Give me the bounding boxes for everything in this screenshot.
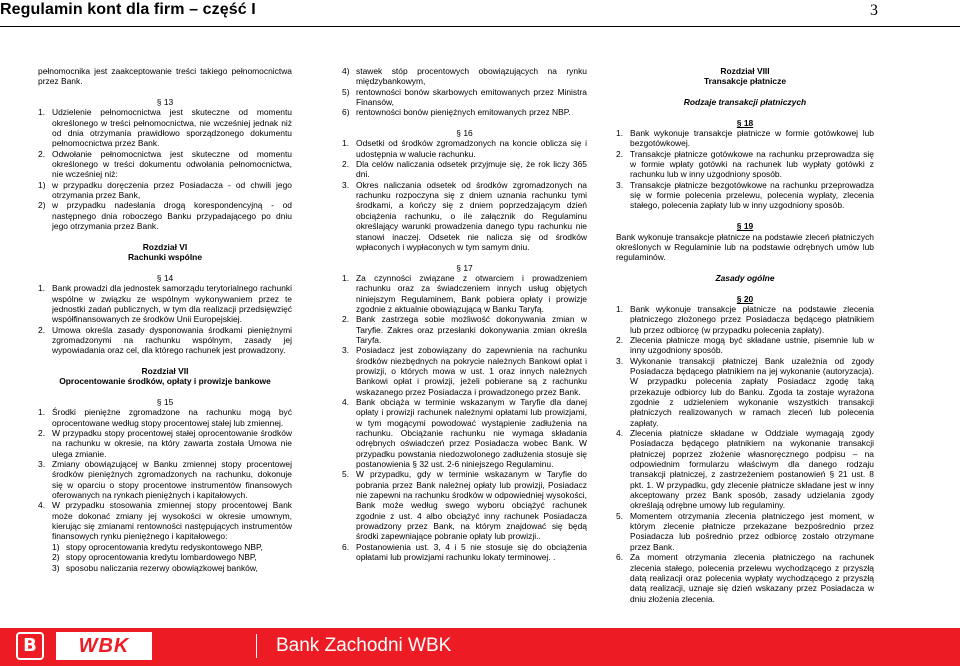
- list-item: 6. Za moment otrzymania zlecenia płatniczego na rachunek zlecenia stałego, polecenia przelewu wychodzącego z przyszłą datą realizacji oraz polecenia wypłaty wychodzącego z przyszłą datą realizacji, uznaje się dzień wskazany przez Posiadacza w dniu złożenia zlecenia.: [616, 552, 874, 604]
- brand-footer: [0, 628, 960, 666]
- list-item: 3. Zmiany obowiązującej w Banku zmiennej stopy procentowej środków pieniężnych zgromadzonych na rachunku, dokonuje się w oparciu o stopy procentowe instrumentów finansowych oferowanych na rynkach pieniężnych i kapitałowych.: [38, 459, 292, 501]
- chapter-8-number: Rozdział VIII: [720, 66, 770, 76]
- section-20-heading: § 20: [736, 293, 754, 304]
- list-item: 2) w przypadku nadesłania drogą korespondencyjną - od następnego dnia roboczego Banku przypadającego po dniu jego otrzymania przez Bank.: [38, 200, 292, 232]
- list-item: 2. Umowa określa zasady dysponowania środkami pieniężnymi zgromadzonymi na rachunku wspólnym, zasady jej wypowiadania oraz cel, dla którego rachunek jest prowadzony.: [38, 324, 292, 356]
- list-item: 2. W przypadku stopy procentowej stałej oprocentowanie środków na rachunku w okresie, na który zawarta została Umowa nie ulega zmianie.: [38, 428, 292, 459]
- document-title: Regulamin kont dla firm – część I: [0, 1, 256, 18]
- section-13-heading: § 13: [156, 97, 174, 108]
- section-15-heading: § 15: [156, 397, 174, 407]
- section-19-heading: § 19: [736, 221, 754, 232]
- text-column-2: [342, 66, 587, 563]
- list-item: 2. Transakcje płatnicze gotówkowe na rachunku przeprowadza się w formie wpłaty gotówki na rachunek lub wypłaty gotówki z rachunku lub w inny uzgodniony sposób.: [616, 148, 874, 180]
- wbk-wordmark: WBK: [56, 632, 152, 660]
- list-item: 5. W przypadku, gdy w terminie wskazanym w Taryfie do pobrania przez Bank należnej opłaty lub prowizji, Posiadacz nie zapewni na rachunku środków w odpowiedniej wysokości, Bank może według swego wyboru obciążyć rachunek zgodnie z ust. 4 albo obciążyć inny rachunek Posiadacza prowadzony przez Bank, na którym znajdować się będą środki zapewniające pobranie opłaty lub prowizji..: [342, 469, 587, 542]
- list-item: 5. Momentem otrzymania zlecenia płatniczego jest moment, w którym zlecenie płatnicze przekazane bezpośrednio przez Posiadacza lub pośrednio przez odbiorcę zostało otrzymane przez Bank.: [616, 510, 874, 552]
- brand-name: Bank Zachodni WBK: [276, 635, 452, 656]
- chapter-8-title: Transakcje płatnicze: [703, 76, 787, 87]
- paragraph: Bank wykonuje transakcje płatnicze na podstawie zleceń płatniczych określonych w Regulaminie lub na podstawie odrębnych umów lub regulaminów.: [616, 231, 874, 263]
- section-16-heading: § 16: [456, 128, 473, 139]
- list-item: 2. Zlecenia płatnicze mogą być składane ustnie, pisemnie lub w inny uzgodniony sposób.: [616, 334, 874, 356]
- footer-divider: [256, 634, 257, 658]
- list-item: 2) stopy oprocentowania kredytu lombardowego NBP,: [52, 552, 257, 563]
- list-item: 4. Zlecenia płatnicze składane w Oddziale wymagają zgody Posiadacza będącego płatnikiem na wykonanie transakcji płatniczej poprzez złożenie własnoręcznego podpisu – na odpowiednim formularzu właściwym dla danego rodzaju transakcji płatniczej, z zastrzeżeniem postanowień § 21 ust. 8 pkt. 1. W przypadku, gdy zlecenie płatnicze składane jest w inny akceptowany przez Bank sposób, zasady udzielania zgody określają odrębne umowy lub regulaminy.: [616, 428, 874, 511]
- section-18-heading: § 18: [736, 117, 754, 128]
- list-item: 1. Bank wykonuje transakcje płatnicze w formie gotówkowej lub bezgotówkowej.: [616, 128, 874, 149]
- list-item: 1. Udzielenie pełnomocnictwa jest skuteczne od momentu określonego w treści pełnomocnictwa, nie wcześniej jednak niż od dnia otrzymania prawidłowo sporządzonego dokumentu pełnomocnictwa przez Bank.: [38, 107, 292, 149]
- chapter-7-title: Oprocentowanie środków, opłaty i prowizje bankowe: [59, 376, 271, 387]
- list-item: 2. Bank zastrzega sobie możliwość dokonywania zmian w Taryfie. Zakres oraz przesłanki dokonywania zmian określa Taryfa.: [342, 314, 587, 345]
- list-item: 1. Środki pieniężne zgromadzone na rachunku mogą być oprocentowane według stopy procentowej stałej lub zmiennej.: [38, 407, 292, 428]
- subheading-payment-types: Rodzaje transakcji płatniczych: [683, 97, 807, 108]
- list-item: 4. Bank obciąża w terminie wskazanym w Taryfie dla danej opłaty i prowizji rachunek należnymi opłatami lub prowizjami, w tym mogącymi powodować wystąpienie zadłużenia na rachunku. Obciążanie rachunku nie wymaga składania odrębnych oświadczeń przez Posiadacza wobec Bank. W przypadku powstania niedozwolonego zadłużenia stosuje się postanowienia § 32 ust. 2-6 niniejszego Regulaminu.: [342, 397, 587, 470]
- list-item: 5) rentowności bonów skarbowych emitowanych przez Ministra Finansów,: [342, 86, 587, 108]
- bank-logo-icon: B: [16, 632, 44, 660]
- section-14-heading: § 14: [156, 272, 174, 283]
- page-number: 3: [870, 2, 878, 19]
- text-column-1: [38, 66, 292, 573]
- list-item: 1) w przypadku doręczenia przez Posiadacza - od chwili jego otrzymania przez Bank,: [38, 179, 292, 201]
- list-item: 2. Dla celów naliczania odsetek przyjmuje się, że rok liczy 365 dni.: [342, 159, 587, 180]
- list-item: 6. Postanowienia ust. 3, 4 i 5 nie stosuje się do obciążenia opłatami lub prowizjami rachunku lokaty terminowej. .: [342, 541, 587, 563]
- list-item: 3) sposobu naliczania rezerwy obowiązkowej banków,: [52, 562, 258, 573]
- list-item: 4) stawek stóp procentowych obowiązujących na rynku międzybankowym,: [342, 66, 587, 87]
- list-item: 1. Bank prowadzi dla jednostek samorządu terytorialnego rachunki wspólne w związku ze wspólnym wykonywaniem przez te jednostki zadań publicznych, w tym dla realizacji przedsięwzięć współfinansowanych ze środków Unii Europejskiej.: [38, 283, 292, 325]
- list-item: 1) stopy oprocentowania kredytu redyskontowego NBP,: [52, 541, 263, 552]
- list-item: 2. Odwołanie pełnomocnictwa jest skuteczne od momentu określonego w treści dokumentu odwołania pełnomocnictwa, nie wcześniej niż:: [38, 148, 292, 180]
- list-item: 3. Okres naliczania odsetek od środków zgromadzonych na rachunku rozpoczyna się z dniem uznania rachunku tymi środkami, a kończy się z dniem poprzedzającym dzień obciążenia rachunku, o ile załącznik do Regulaminu określający warunki prowadzenia danego typu rachunku nie stanowi inaczej. Odsetek nie nalicza się od środków wpłaconych i wypłaconych w tym samym dniu.: [342, 179, 587, 252]
- paragraph: pełnomocnika jest zaakceptowanie treści takiego pełnomocnictwa przez Bank.: [38, 66, 292, 87]
- subheading-general-rules: Zasady ogólne: [715, 272, 775, 283]
- chapter-6-number: Rozdział VI: [142, 241, 188, 252]
- list-item: 1. Odsetki od środków zgromadzonych na koncie oblicza się i udostępnia w walucie rachunku.: [342, 138, 587, 159]
- list-item: 6) rentowności bonów pieniężnych emitowanych przez NBP.: [342, 107, 571, 118]
- chapter-6-title: Rachunki wspólne: [127, 252, 203, 263]
- text-column-3: [616, 66, 874, 604]
- header-rule: [0, 26, 960, 27]
- list-item: 4. W przypadku stosowania zmiennej stopy procentowej Bank może dokonać zmiany jej wysokości w okresie umownym, kierując się zmianami rentowności następujących instrumentów finansowych rynku pieniężnego i kapitałowego:: [38, 500, 292, 542]
- page-header: [0, 0, 960, 28]
- chapter-7-number: Rozdział VII: [141, 365, 189, 376]
- section-17-heading: § 17: [456, 262, 473, 273]
- list-item: 1. Za czynności związane z otwarciem i prowadzeniem rachunku oraz za świadczeniem innych usług objętych niniejszym Regulaminem, Bank pobiera opłaty i prowizje zgodnie z aktualnie obowiązującą w Banku Taryfą.: [342, 272, 587, 314]
- list-item: 1. Bank wykonuje transakcje płatnicze na podstawie zlecenia płatniczego złożonego przez Posiadacza będącego płatnikiem lub przez odbiorcę (w przypadku polecenia zapłaty).: [616, 303, 874, 335]
- list-item: 3. Transakcje płatnicze bezgotówkowe na rachunku przeprowadza się w formie polecenia przelewu, polecenia wypłaty, zlecenia stałego, polecenia zapłaty lub w inny uzgodniony sposób.: [616, 179, 874, 211]
- list-item: 3. Wykonanie transakcji płatniczej Bank uzależnia od zgody Posiadacza będącego płatnikiem na jej wykonanie (autoryzacja). W przypadku polecenia zapłaty Posiadacz zgodę taką przekazuje odbiorcy lub do Banku. Zgoda ta zostaje wyrażona zgodnie z udzieleniem wykonanie wszystkich transakcji płatniczych realizowanych w ramach zleceń lub polecenia zapłaty.: [616, 355, 874, 428]
- list-item: 3. Posiadacz jest zobowiązany do zapewnienia na rachunku środków niezbędnych na pokrycie należnych Bankowi opłat i prowizji, o których mowa w ust. 1 oraz innych należnych Bankowi opłat i prowizji, jeżeli pobierane są z rachunku wskazanego przez Posiadacza i prowadzonego przez Bank.: [342, 345, 587, 397]
